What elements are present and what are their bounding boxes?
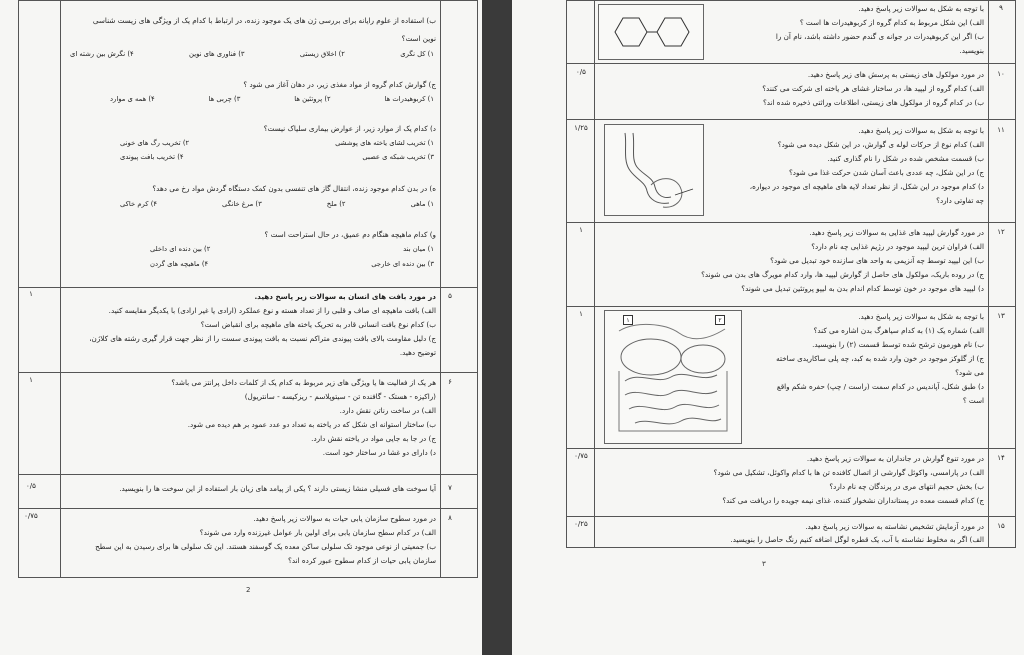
option[interactable]: ۳) فناوری های نوین	[189, 50, 245, 58]
q8-line: ب) جمعیتی از نوعی موجود تک سلولی ساکن معده یک گوسفند هستند. این تک سلولی ها برای رسیدن به این سطح	[95, 542, 436, 551]
q4-f-options-2	[150, 260, 434, 268]
question-number: ۱۵	[997, 522, 1005, 530]
q4-d-options-1	[120, 139, 434, 147]
q4-e: ه) در بدن کدام موجود زنده، انتقال گاز های تنفسی بدون کمک دستگاه گردش مواد رخ می دهد؟	[152, 184, 436, 193]
q13-line: الف) شماره یک (۱) به کدام سیاهرگ بدن اشاره می کند؟	[813, 326, 984, 335]
option[interactable]: ۲) تخریب رگ های خونی	[120, 139, 190, 147]
q4-d-options-2	[120, 153, 434, 161]
option[interactable]: ۱) کل نگری	[400, 50, 434, 58]
q6-line: د) دارای دو غشا در ساختار خود است.	[322, 448, 436, 457]
abdominal-organs-illustration-icon	[605, 311, 741, 443]
q10-line: الف) کدام گروه از لیپید ها، در ساختار غشای هر یاخته ای شرکت می کنند؟	[762, 84, 984, 93]
q14-line: در مورد تنوع گوارش در جانداران به سوالات زیر پاسخ دهید.	[806, 454, 984, 463]
option[interactable]: ۴) نگرش بین رشته ای	[70, 50, 134, 58]
q5-line: ج) دلیل مقاومت بالای بافت پیوندی متراکم نسبت به بافت پیوندی سست را از نظر جهت قرار گیری رشته های کلاژن،	[89, 334, 436, 343]
option[interactable]: ۴) تخریب بافت پیوندی	[120, 153, 184, 161]
q4-c: ج) گوارش کدام گروه از مواد مغذی زیر، در دهان آغاز می شود ؟	[243, 80, 436, 89]
q12-line: د) لیپید های موجود در خون توسط کدام اندام بدن به لیپو پروتئین تبدیل می شوند؟	[741, 284, 984, 293]
q14-line: الف) در پارامسی، واکوئل گوارشی از اتصال کافنده تن ها با کدام واکوئل، تشکیل می شود؟	[713, 468, 984, 477]
two-ring-structure-icon	[599, 5, 703, 59]
question-score: ۱	[579, 310, 583, 318]
q13-line: با توجه به شکل به سوالات زیر پاسخ دهید.	[858, 312, 984, 321]
option[interactable]: ۲) اخلاق زیستی	[299, 50, 345, 58]
question-number: ۷	[448, 484, 452, 492]
q10-line: ب) در کدام گروه از مولکول های زیستی، اطلاعات وراثتی ذخیره شده اند؟	[762, 98, 984, 107]
question-score: ۰/۲۵	[574, 520, 588, 528]
q11-line: ج) در این شکل، چه عددی باعث آسان شدن حرکت غذا می شود؟	[788, 168, 984, 177]
option[interactable]: ۱) میان بند	[403, 245, 434, 253]
q6-line: ب) ساختار استوانه ای شکل که در یاخته به تعداد دو عدد عمود بر هم دیده می شود.	[187, 420, 436, 429]
question-number: ۱۳	[997, 312, 1005, 320]
q9-line: الف) این شکل مربوط به کدام گروه از کربوهیدرات ها است ؟	[799, 18, 984, 27]
q13-line: د) طبق شکل، آپاندیس در کدام سمت (راست / چپ) حفره شکم واقع	[776, 382, 984, 391]
question-score: ۱	[579, 226, 583, 234]
option[interactable]: ۴) ماهیچه های گردن	[150, 260, 209, 268]
question-score: ۰/۵	[576, 68, 586, 76]
q6-line: (راکیزه - هستک - گافنده تن - سیتوپلاسم - ریزکیسه - سانتریول)	[244, 392, 436, 401]
gut-movement-illustration-icon	[605, 125, 703, 215]
q5-line: ب) کدام نوع بافت انسانی قادر به تحریک یاخته های ماهیچه برای انقباض است؟	[200, 320, 436, 329]
question-number: ۱۲	[997, 228, 1005, 236]
question-score: ۱/۲۵	[574, 124, 588, 132]
q6-line: الف) در ساخت رناتن نقش دارد.	[339, 406, 436, 415]
q14-line: ج) کدام قسمت معده در پستانداران نشخوار کننده، غذای نیمه جویده را دریافت می کند؟	[722, 496, 984, 505]
question-score: ۰/۵	[26, 482, 36, 490]
hexagon-figure	[598, 4, 704, 60]
option[interactable]: ۲) پروتئین ها	[294, 95, 331, 103]
figure-label-1: ۱	[623, 315, 633, 325]
question-number: ۶	[448, 378, 452, 386]
q12-line: در مورد گوارش لیپید های غذایی به سوالات زیر پاسخ دهید.	[809, 228, 984, 237]
q15-line: الف) اگر به مخلوط نشاسته با آب، یک قطره لوگل اضافه کنیم رنگ حاصل را بنویسید.	[730, 535, 984, 544]
option[interactable]: ۲) بین دنده ای داخلی	[150, 245, 211, 253]
q8-line: سازمان یابی حیات از کدام سطوح عبور کرده اند؟	[288, 556, 436, 565]
page-number: 2	[246, 586, 251, 594]
q15-line: در مورد آزمایش تشخیص نشاسته به سوالات زیر پاسخ دهید.	[805, 522, 984, 531]
q9-line: با توجه به شکل به سوالات زیر پاسخ دهید.	[858, 4, 984, 13]
question-number: ۸	[448, 514, 452, 522]
q11-line: چه تفاوتی دارد؟	[936, 196, 984, 205]
question-score: ۱	[29, 376, 33, 384]
option[interactable]: ۱) ماهی	[410, 200, 434, 208]
q5-line: الف) بافت ماهیچه ای صاف و قلبی را از تعداد هسته و نوع عملکرد (ارادی یا غیر ارادی) با یکدیگر مقایسه کنید.	[108, 306, 436, 315]
q4-b-options	[70, 50, 434, 58]
option[interactable]: ۴) همه ی موارد	[110, 95, 155, 103]
q13-line: ج) از گلوکز موجود در خون وارد شده به کبد، چه پلی ساکاریدی ساخته	[776, 354, 984, 363]
q9-line: ب) اگر این کربوهیدرات در جوانه ی گندم حضور داشته باشد، نام آن را	[775, 32, 984, 41]
exam-page-right	[512, 0, 1024, 655]
q4-f: و) کدام ماهیچه هنگام دم عمیق، در حال استراحت است ؟	[264, 230, 436, 239]
q4-e-options	[120, 200, 434, 208]
option[interactable]: ۳) چربی ها	[208, 95, 241, 103]
q13-line: ب) نام هورمون ترشح شده توسط قسمت (۲) را بنویسید.	[812, 340, 984, 349]
q9-line: بنویسید.	[959, 46, 984, 55]
q8-line: در مورد سطوح سازمان یابی حیات به سوالات زیر پاسخ دهید.	[253, 514, 436, 523]
q5-line: در مورد بافت های انسان به سوالات زیر پاسخ دهید.	[254, 292, 436, 301]
option[interactable]: ۲) ملخ	[326, 200, 346, 208]
q6-line: ج) در جا به جایی مواد در یاخته نقش دارد.	[311, 434, 436, 443]
question-number: ۱۱	[997, 126, 1005, 134]
question-score: ۰/۷۵	[24, 512, 38, 520]
q5-line: توضیح دهید.	[399, 348, 436, 357]
digestive-organs-figure	[604, 310, 742, 444]
q11-line: الف) کدام نوع از حرکات لوله ی گوارش، در این شکل دیده می شود؟	[777, 140, 984, 149]
figure-label-2: ۲	[715, 315, 725, 325]
q12-line: ب) این لیپید توسط چه آنزیمی به واحد های سازنده خود تبدیل می شود؟	[770, 256, 984, 265]
q4-b-cont: نوین است؟	[401, 34, 436, 43]
q8-line: الف) در کدام سطح سازمان یابی برای اولین بار عوامل غیرزنده وارد می شوند؟	[199, 528, 436, 537]
q4-f-options-1	[150, 245, 434, 253]
exam-page-left	[0, 0, 482, 655]
question-number: ۵	[448, 292, 452, 300]
q11-line: د) کدام موجود در این شکل، از نظر تعداد لایه های ماهیچه ای موجود در دیواره،	[749, 182, 984, 191]
q13-line: می شود؟	[955, 368, 984, 377]
option[interactable]: ۳) مرغ خانگی	[222, 200, 262, 208]
q14-line: ب) بخش حجیم انتهای مری در پرندگان چه نام دارد؟	[829, 482, 984, 491]
q4-d: د) کدام یک از موارد زیر، از عوارض بیماری سلیاک نیست؟	[263, 124, 436, 133]
option[interactable]: ۳) بین دنده ای خارجی	[371, 260, 434, 268]
q6-line: هر یک از فعالیت ها یا ویژگی های زیر مربوط به کدام یک از کلمات داخل پرانتز می باشد؟	[171, 378, 436, 387]
question-number: ۱۴	[997, 454, 1005, 462]
q10-line: در مورد مولکول های زیستی به پرسش های زیر پاسخ دهید.	[807, 70, 984, 79]
question-score: ۰/۷۵	[574, 452, 588, 460]
option[interactable]: ۱) کربوهیدرات ها	[384, 95, 434, 103]
question-number: ۱۰	[997, 70, 1005, 78]
option[interactable]: ۱) تخریب لشای یاخته های پوششی	[335, 139, 434, 147]
q7-line: آیا سوخت های فسیلی منشا زیستی دارند ؟ یکی از پیامد های زیان بار استفاده از این سوخت ها را بنویسید.	[119, 484, 436, 493]
digestive-tract-figure	[604, 124, 704, 216]
page-number: ۳	[762, 560, 766, 568]
q4-b: ب) استفاده از علوم رایانه برای بررسی ژن های یک موجود زنده، در ارتباط با کدام یک از ویژگی های زیست شناسی	[92, 16, 436, 25]
q11-line: با توجه به شکل به سوالات زیر پاسخ دهید.	[858, 126, 984, 135]
q12-line: ج) در روده باریک، مولکول های حاصل از گوارش لیپید ها، وارد کدام مویرگ های بدن می شوند؟	[701, 270, 984, 279]
option[interactable]: ۴) کرم خاکی	[120, 200, 157, 208]
q11-line: ب) قسمت مشخص شده در شکل را نام گذاری کنید.	[827, 154, 984, 163]
option[interactable]: ۳) تخریب شبکه ی عصبی	[362, 153, 434, 161]
book-gutter	[482, 0, 512, 655]
question-number: ۹	[999, 4, 1003, 12]
question-score: ۱	[29, 290, 33, 298]
q13-line: است ؟	[962, 396, 984, 405]
q12-line: الف) فراوان ترین لیپید موجود در رژیم غذایی چه نام دارد؟	[811, 242, 984, 251]
q4-c-options	[110, 95, 434, 103]
